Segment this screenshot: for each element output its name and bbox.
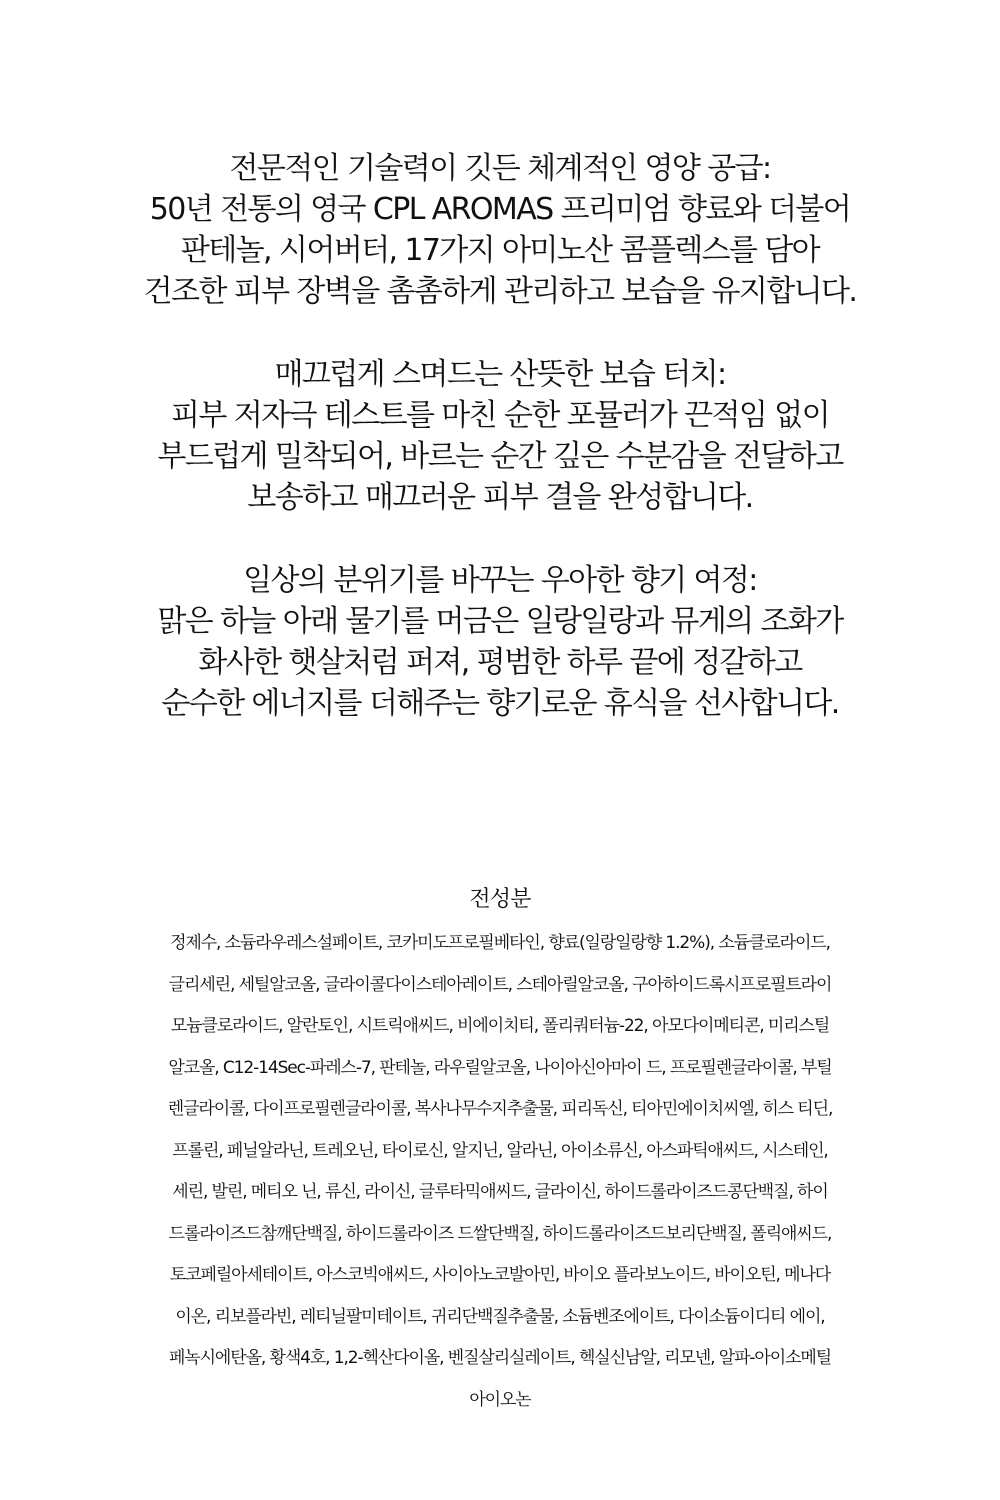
ingredients-line: 페녹시에탄올, 황색4호, 1,2-헥산다이올, 벤질살리실레이트, 헥실신남알, 리모넨, 알파-아이소메틸	[168, 1348, 832, 1368]
feature-heading: 일상의 분위기를 바꾸는 우아한 향기 여정:	[243, 563, 757, 598]
feature-text-line: 화사한 햇살처럼 퍼져, 평범한 하루 끝에 정갈하고	[198, 645, 802, 680]
ingredients-line: 프롤린, 페닐알라닌, 트레오닌, 타이로신, 알지닌, 알라닌, 아이소류신, 아스파틱애씨드, 시스테인,	[172, 1140, 828, 1161]
feature-text-line: 부드럽게 밀착되어, 바르는 순간 깊은 수분감을 전달하고	[157, 439, 843, 474]
ingredients-line: 토코페릴아세테이트, 아스코빅애씨드, 사이아노코발아민, 바이오 플라보노이드, 바이오틴, 메나다	[169, 1265, 831, 1285]
feature-block-nutrition	[0, 148, 1000, 312]
feature-block-fragrance	[0, 560, 1000, 724]
feature-heading: 전문적인 기술력이 깃든 체계적인 영양 공급:	[229, 151, 771, 186]
ingredients-line: 드롤라이즈드참깨단백질, 하이드롤라이즈 드쌀단백질, 하이드롤라이즈드보리단백질, 폴릭애씨드,	[168, 1223, 832, 1244]
feature-text-line: 50년 전통의 영국 CPL AROMAS 프리미엄 향료와 더불어	[149, 192, 851, 227]
feature-block-moisture-touch	[0, 354, 1000, 518]
feature-text-line: 건조한 피부 장벽을 촘촘하게 관리하고 보습을 유지합니다.	[143, 274, 857, 309]
ingredients-section	[40, 885, 960, 1421]
ingredients-line: 렌글라이콜, 다이프로필렌글라이콜, 복사나무수지추출물, 피리독신, 티아민에이치씨엘, 히스 티딘,	[167, 1099, 833, 1119]
feature-text-line: 순수한 에너지를 더해주는 향기로운 휴식을 선사합니다.	[161, 686, 839, 721]
ingredients-line: 세린, 발린, 메티오 닌, 류신, 라이신, 글루타믹애씨드, 글라이신, 하이드롤라이즈드콩단백질, 하이	[172, 1182, 828, 1202]
ingredients-line: 모늄클로라이드, 알란토인, 시트릭애씨드, 비에이치티, 폴리쿼터늄-22, 아모다이메티콘, 미리스틸	[170, 1016, 830, 1036]
ingredients-line: 이온, 리보플라빈, 레티닐팔미테이트, 귀리단백질추출물, 소듐벤조에이트, 다이소듐이디티 에이,	[175, 1306, 825, 1327]
ingredients-line: 알코올, C12-14Sec-파레스-7, 판테놀, 라우릴알코올, 나이아신아마이 드, 프로필렌글라이콜, 부틸	[168, 1057, 832, 1078]
feature-text-line: 맑은 하늘 아래 물기를 머금은 일랑일랑과 뮤게의 조화가	[157, 604, 843, 639]
feature-heading: 매끄럽게 스며드는 산뜻한 보습 터치:	[274, 357, 726, 392]
feature-text-line: 피부 저자극 테스트를 마친 순한 포뮬러가 끈적임 없이	[171, 398, 829, 433]
feature-text-line: 보송하고 매끄러운 피부 결을 완성합니다.	[247, 480, 753, 515]
ingredients-line: 정제수, 소듐라우레스설페이트, 코카미도프로필베타인, 향료(일랑일랑향 1.2%), 소듐클로라이드,	[170, 933, 830, 953]
ingredients-line: 글리세린, 세틸알코올, 글라이콜다이스테아레이트, 스테아릴알코올, 구아하이드록시프로필트라이	[168, 974, 832, 995]
ingredients-line: 아이오논	[469, 1389, 531, 1410]
ingredients-title: 전성분	[469, 887, 531, 912]
feature-descriptions	[0, 148, 1000, 766]
feature-text-line: 판테놀, 시어버터, 17가지 아미노산 콤플렉스를 담아	[180, 233, 820, 268]
